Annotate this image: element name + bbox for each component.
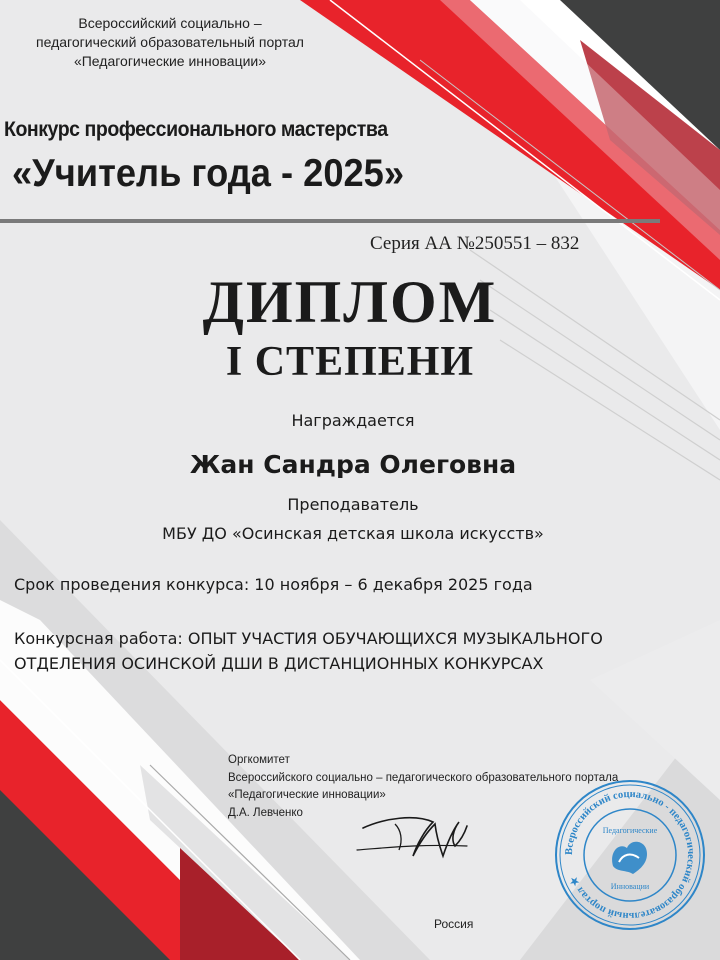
seal-center-bottom: Инновации — [610, 882, 650, 891]
org-line-4: Д.А. Левченко — [228, 806, 303, 819]
contest-work-line-2: ОТДЕЛЕНИЯ ОСИНСКОЙ ДШИ В ДИСТАНЦИОННЫХ КОНКУРСАХ — [14, 654, 544, 673]
contest-work — [14, 626, 694, 676]
recipient-position: Преподаватель — [287, 495, 419, 514]
series-number: Серия АА №250551 – 832 — [370, 233, 580, 254]
contest-work-line-1: Конкурсная работа: ОПЫТ УЧАСТИЯ ОБУЧАЮЩИХСЯ МУЗЫКАЛЬНОГО — [14, 629, 603, 648]
seal-ring-text: Всероссийский социально - педагогический образовательный портал ★ — [563, 788, 697, 922]
org-line-3: «Педагогические инновации» — [228, 789, 386, 801]
recipient-name: Жан Сандра Олеговна — [189, 450, 517, 479]
portal-line-3: «Педагогические инновации» — [73, 53, 267, 69]
diploma-title: ДИПЛОМ — [202, 269, 498, 335]
signature-icon — [355, 800, 470, 862]
contest-title: Конкурс профессионального мастерства — [4, 118, 388, 141]
seal-center-top: Педагогические — [602, 826, 658, 835]
org-line-1: Оргкомитет — [228, 754, 290, 766]
portal-title — [0, 14, 340, 71]
contest-name: «Учитель года - 2025» — [12, 152, 405, 195]
contest-term: Срок проведения конкурса: 10 ноября – 6 декабря 2025 года — [14, 575, 533, 594]
portal-line-2: педагогический образовательный портал — [36, 34, 304, 50]
recipient-organization: МБУ ДО «Осинская детская школа искусств» — [162, 524, 544, 543]
awarded-label: Награждается — [291, 411, 415, 430]
org-line-2: Всероссийского социально – педагогического образовательного портала — [228, 771, 619, 784]
diploma-degree: I СТЕПЕНИ — [225, 339, 475, 385]
portal-line-1: Всероссийский социально – — [78, 15, 262, 31]
divider-line — [0, 219, 660, 223]
seal-stamp-icon — [553, 778, 707, 932]
country-label: Россия — [434, 917, 474, 931]
